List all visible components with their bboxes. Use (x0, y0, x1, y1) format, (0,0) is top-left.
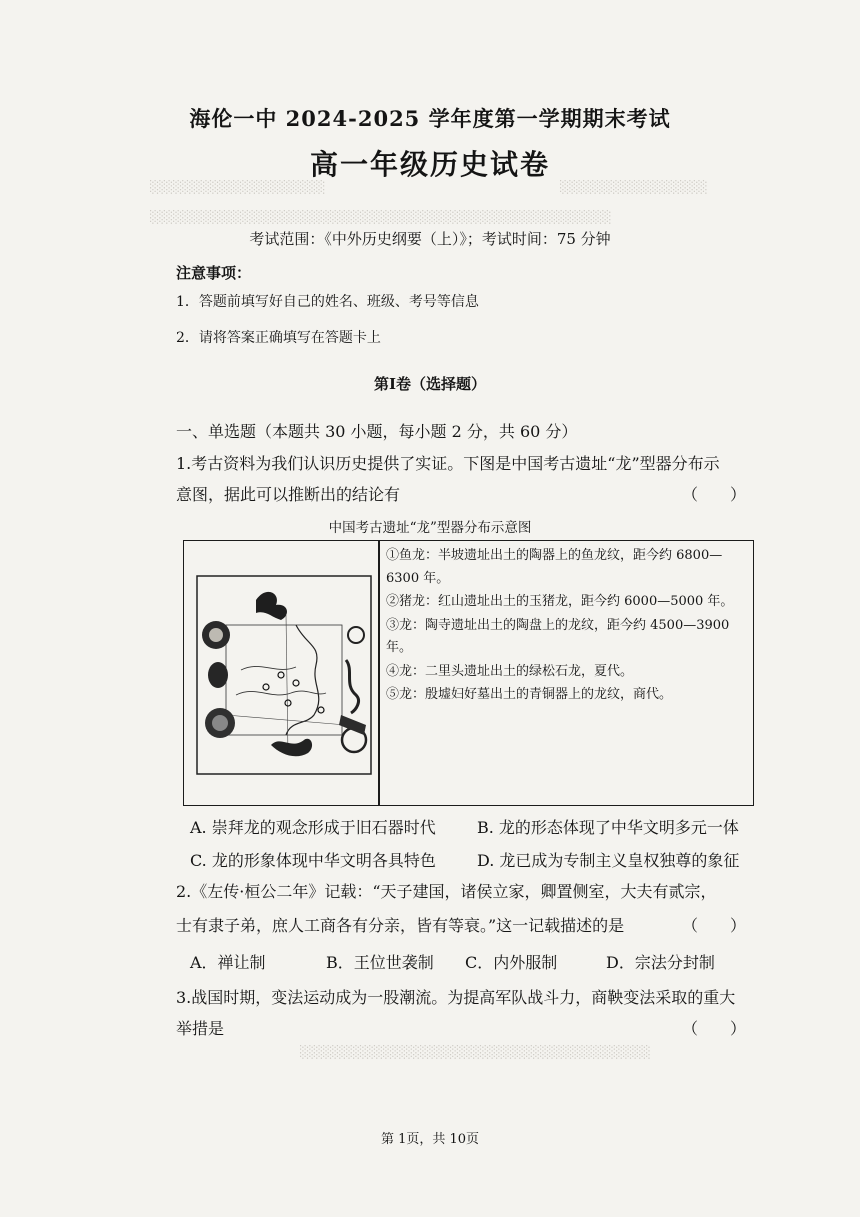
answer-bracket: （ ） (682, 485, 747, 504)
dragon-distribution-map (196, 575, 372, 775)
part-title: 第Ⅰ卷（选择题） (373, 375, 487, 393)
page-footer: 第 1页，共 10页 (380, 1132, 480, 1147)
question-2-option-a: A．禅让制 (190, 953, 266, 972)
question-1-text: 意图，据此可以推断出的结论有 (176, 485, 401, 504)
bleed-through-text: ░░░░░░░░░░░░░░░░░░░░░░░░░░░░░░░░░░░░░░ (300, 1045, 651, 1059)
figure-divider (378, 541, 380, 805)
question-1-option-a: A. 崇拜龙的观念形成于旧石器时代 (190, 818, 436, 837)
notice-heading: 注意事项： (176, 264, 252, 282)
answer-bracket: （ ） (682, 1019, 747, 1038)
exam-title: 海伦一中 2024-2025 学年度第一学期期末考试 (189, 106, 671, 131)
question-1-option-d: D. 龙已成为专制主义皇权独尊的象征 (477, 851, 740, 870)
notice-item: 2．请将答案正确填写在答题卡上 (176, 330, 381, 346)
question-2-option-d: D．宗法分封制 (606, 953, 715, 972)
question-2-option-c: C．内外服制 (465, 953, 558, 972)
bleed-through-text: ░░░░░░░░░░░░░░░░░░░░░░░░░░░░░░░░░░░░░░░░░░░░░░░░░░ (150, 210, 612, 224)
exam-info: 考试范围：《中外历史纲要（上）》；考试时间：75 分钟 (249, 230, 611, 248)
question-3-text: 举措是 (176, 1019, 225, 1038)
question-1-option-b: B. 龙的形态体现了中华文明多元一体 (477, 818, 739, 837)
answer-bracket: （ ） (682, 916, 747, 935)
figure-caption: 中国考古遗址“龙”型器分布示意图 (328, 520, 532, 536)
question-2-text: 士有隶子弟，庶人工商各有分亲，皆有等衰。”这一记载描述的是 (176, 916, 625, 935)
question-1-option-c: C. 龙的形象体现中华文明各具特色 (190, 851, 436, 870)
bleed-through-text: ░░░░░░░░░░░░░░░░ (560, 180, 708, 194)
question-3-text: 3.战国时期，变法运动成为一股潮流。为提高军队战斗力，商鞅变法采取的重大 (176, 988, 736, 1007)
legend-item: ①鱼龙：半坡遗址出土的陶器上的鱼龙纹，距今约 6800—6300 年。 (386, 548, 723, 586)
section-title: 一、单选题（本题共 30 小题，每小题 2 分，共 60 分） (176, 422, 578, 441)
question-2-text: 2.《左传·桓公二年》记载：“天子建国，诸侯立家，卿置侧室，大夫有贰宗， (176, 882, 717, 901)
figure-legend (386, 545, 752, 708)
question-1-text: 1.考古资料为我们认识历史提供了实证。下图是中国考古遗址“龙”型器分布示 (176, 454, 720, 473)
legend-item: ②猪龙：红山遗址出土的玉猪龙，距今约 6000—5000 年。 (386, 594, 734, 609)
bleed-through-text: ░░░░░░░░░░░░░░░░░░░ (150, 180, 326, 194)
question-2-option-b: B．王位世袭制 (326, 953, 434, 972)
legend-item: ④龙：二里头遗址出土的绿松石龙，夏代。 (386, 663, 634, 679)
legend-item: ⑤龙：殷墟妇好墓出土的青铜器上的龙纹，商代。 (386, 687, 673, 702)
exam-subtitle: 高一年级历史试卷 (309, 148, 550, 181)
legend-item: ③龙：陶寺遗址出土的陶盘上的龙纹，距今约 4500—3900 年。 (386, 617, 730, 655)
notice-item: 1．答题前填写好自己的姓名、班级、考号等信息 (176, 294, 479, 310)
